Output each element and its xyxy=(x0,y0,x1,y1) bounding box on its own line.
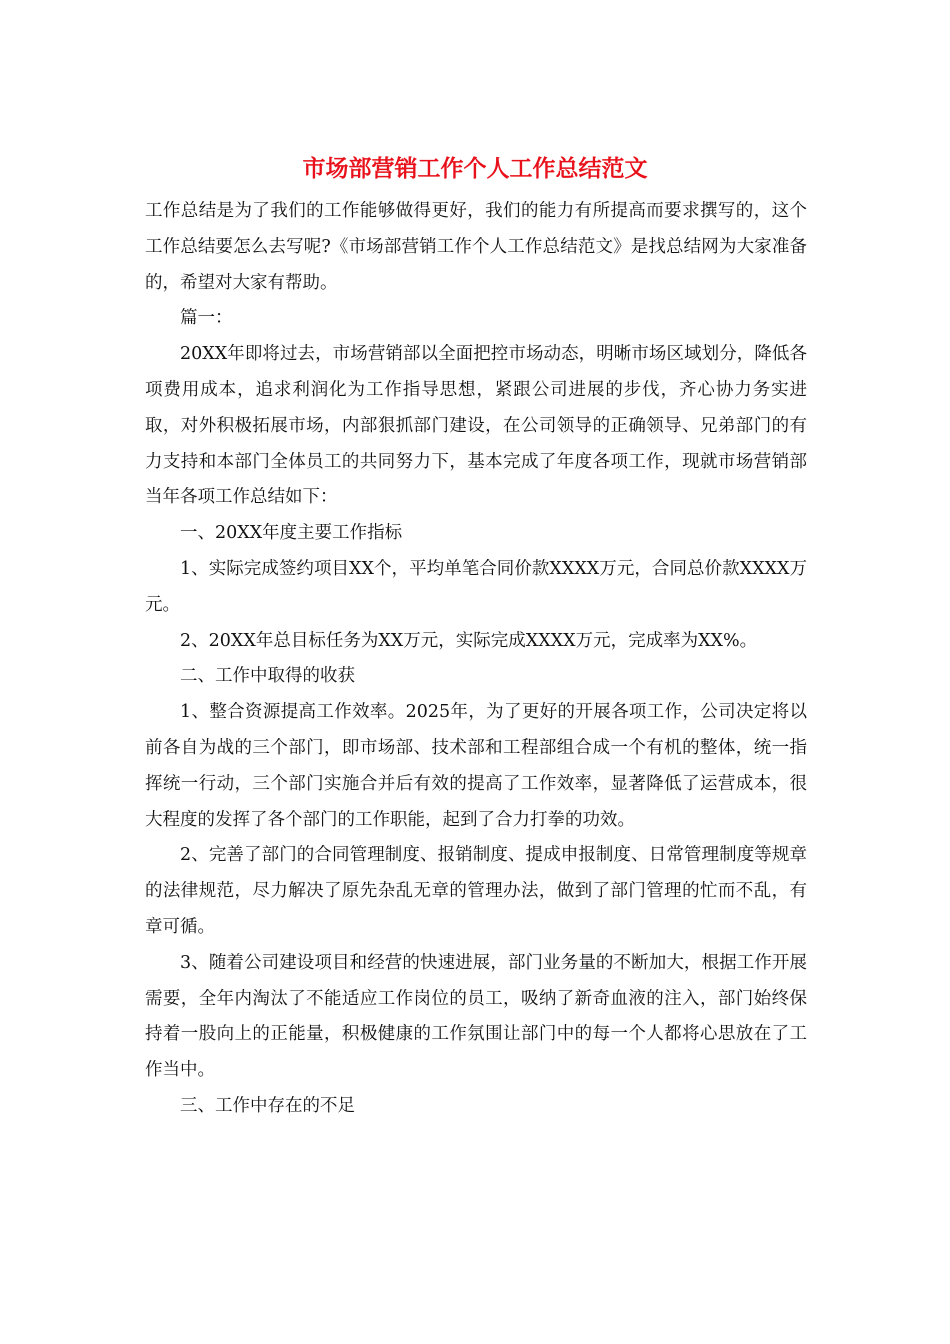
body-paragraph: 1、整合资源提高工作效率。2025年，为了更好的开展各项工作，公司决定将以前各自为战的三个部门，即市场部、技术部和工程部组合成一个有机的整体，统一指挥统一行动，三个部门实施合并后有效的提高了工作效率，显著降低了运营成本，很大程度的发挥了各个部门的工作职能，起到了合力打拳的功效。 xyxy=(145,702,807,830)
body-paragraph: 2、20XX年总目标任务为XX万元，实际完成XXXX万元，完成率为XX%。 xyxy=(180,630,758,651)
document-body xyxy=(145,194,807,1125)
body-paragraph: 工作总结是为了我们的工作能够做得更好，我们的能力有所提高而要求撰写的，这个工作总结要怎么去写呢?《市场部营销工作个人工作总结范文》是找总结网为大家准备的，希望对大家有帮助。 xyxy=(145,201,807,293)
body-paragraph: 三、工作中存在的不足 xyxy=(180,1095,355,1116)
body-paragraph: 一、20XX年度主要工作指标 xyxy=(180,523,403,544)
body-paragraph: 篇一： xyxy=(180,308,233,329)
body-paragraph: 二、工作中取得的收获 xyxy=(180,666,355,687)
body-paragraph: 1、实际完成签约项目XX个，平均单笔合同价款XXXX万元，合同总价款XXXX万元。 xyxy=(145,558,807,615)
document-title: 市场部营销工作个人工作总结范文 xyxy=(302,155,648,182)
body-paragraph: 3、随着公司建设项目和经营的快速进展，部门业务量的不断加大，根据工作开展需要，全年内淘汰了不能适应工作岗位的员工，吸纳了新奇血液的注入，部门始终保持着一股向上的正能量，积极健康的工作氛围让部门中的每一个人都将心思放在了工作当中。 xyxy=(145,952,807,1081)
body-paragraph: 20XX年即将过去，市场营销部以全面把控市场动态，明晰市场区域划分，降低各项费用成本，追求利润化为工作指导思想，紧跟公司进展的步伐，齐心协力务实进取，对外积极拓展市场，内部狠抓部门建设，在公司领导的正确领导、兄弟部门的有力支持和本部门全体员工的共同努力下，基本完成了年度各项工作，现就市场营销部当年各项工作总结如下： xyxy=(145,344,807,508)
body-paragraph: 2、完善了部门的合同管理制度、报销制度、提成申报制度、日常管理制度等规章的法律规范，尽力解决了原先杂乱无章的管理办法，做到了部门管理的忙而不乱，有章可循。 xyxy=(145,845,807,937)
